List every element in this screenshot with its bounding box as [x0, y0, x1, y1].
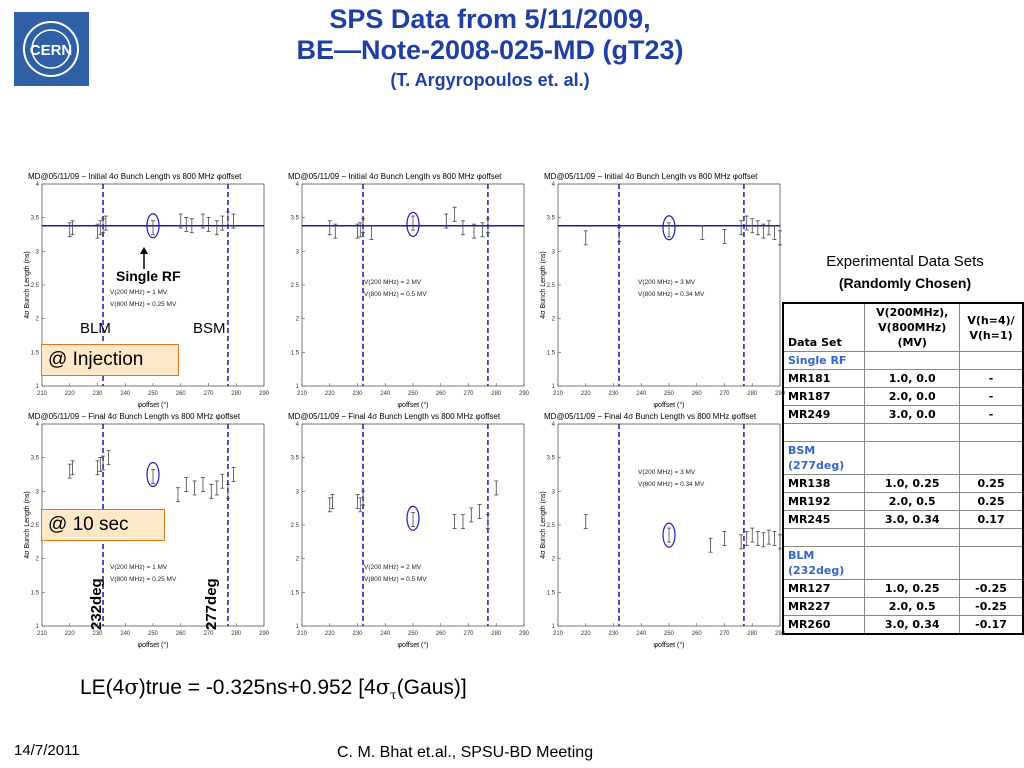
table-cell: 2.0, 0.5 — [865, 598, 960, 616]
legend-text: V(800 MHz) = 0.5 MV — [364, 291, 427, 298]
x-tick-label: 230 — [608, 391, 619, 397]
y-tick-label: 2.5 — [290, 283, 299, 289]
legend-text: V(800 MHz) = 0.25 MV — [110, 301, 177, 308]
table-cell: 0.25 — [960, 493, 1023, 511]
x-axis-label: φoffset (°) — [137, 402, 169, 409]
legend-text: V(200 MHz) = 3 MV — [638, 469, 696, 476]
table-cell: MR245 — [783, 511, 865, 529]
cern-logo — [14, 12, 89, 86]
x-tick-label: 230 — [352, 631, 363, 637]
y-tick-label: 2.5 — [290, 523, 299, 529]
table-cell — [960, 529, 1023, 547]
y-tick-label: 3.5 — [30, 455, 39, 462]
table-cell: 3.0, 0.0 — [865, 406, 960, 424]
table-row — [783, 493, 1023, 511]
y-tick-label: 1.5 — [546, 350, 555, 357]
x-tick-label: 260 — [691, 391, 702, 397]
x-axis-label: φoffset (°) — [397, 402, 429, 409]
table-cell — [960, 547, 1023, 580]
y-tick-label: 3 — [295, 489, 299, 496]
y-tick-label: 3.5 — [290, 455, 299, 462]
y-tick-label: 3 — [35, 489, 39, 496]
x-tick-label: 250 — [663, 391, 675, 397]
experimental-subtitle: (Randomly Chosen) — [838, 275, 972, 291]
x-tick-label: 290 — [518, 631, 530, 637]
y-axis-label: 4σ Bunch Length (ns) — [24, 491, 31, 559]
table-cell: 0.17 — [960, 511, 1023, 529]
x-tick-label: 280 — [491, 631, 502, 637]
x-tick-label: 220 — [64, 391, 75, 397]
x-tick-label: 240 — [380, 631, 391, 637]
x-tick-label: 230 — [92, 631, 103, 637]
x-tick-label: 260 — [175, 391, 186, 397]
x-tick-label: 270 — [719, 631, 730, 637]
x-tick-label: 260 — [691, 631, 702, 637]
table-cell: - — [960, 406, 1023, 424]
y-tick-label: 1.5 — [30, 350, 39, 357]
table-cell: MR227 — [783, 598, 865, 616]
table-cell — [960, 442, 1023, 475]
table-row — [783, 406, 1023, 424]
chart-title: MD@05/11/09 − Initial 4σ Bunch Length vs 800 MHz φoffset — [544, 172, 758, 181]
table-row — [783, 511, 1023, 529]
x-tick-label: 250 — [663, 631, 675, 637]
y-axis-label: 4σ Bunch Length (ns) — [540, 491, 547, 559]
table-cell — [960, 352, 1023, 370]
x-tick-label: 230 — [92, 391, 103, 397]
y-tick-label: 1.5 — [290, 350, 299, 357]
table-row — [783, 475, 1023, 493]
x-tick-label: 260 — [435, 391, 446, 397]
y-tick-label: 1 — [35, 624, 39, 630]
y-tick-label: 4 — [295, 422, 299, 428]
table-section-label: BSM (277deg) — [783, 442, 865, 475]
table-cell: MR127 — [783, 580, 865, 598]
table-cell: -0.25 — [960, 580, 1023, 598]
x-tick-label: 280 — [747, 391, 758, 397]
chart-title: MD@05/11/09 − Initial 4σ Bunch Length vs 800 MHz φoffset — [28, 172, 242, 181]
chart-final-2mv — [282, 408, 530, 649]
table-cell — [865, 424, 960, 442]
table-header-row — [783, 303, 1023, 352]
table-cell — [783, 529, 865, 547]
table-cell: -0.17 — [960, 616, 1023, 635]
table-cell — [865, 352, 960, 370]
table-section-label: BLM (232deg) — [783, 547, 865, 580]
footer-date: 14/7/2011 — [14, 742, 80, 759]
y-axis-label: 4σ Bunch Length (ns) — [540, 251, 547, 319]
title-block — [160, 4, 820, 92]
x-tick-label: 270 — [203, 391, 214, 397]
legend-text: V(800 MHz) = 0.34 MV — [638, 481, 705, 488]
table-cell: MR187 — [783, 388, 865, 406]
table-row — [783, 598, 1023, 616]
y-tick-label: 3 — [295, 249, 299, 256]
table-cell: 1.0, 0.0 — [865, 370, 960, 388]
table-cell: MR181 — [783, 370, 865, 388]
formula-tau: τ — [390, 688, 397, 703]
single-rf-label: Single RF — [116, 268, 181, 284]
y-tick-label: 1.5 — [290, 590, 299, 597]
y-tick-label: 2 — [35, 556, 39, 563]
table-spacer-row — [783, 529, 1023, 547]
chart-title: MD@05/11/09 − Final 4σ Bunch Length vs 800 MHz φoffset — [28, 412, 241, 421]
x-tick-label: 220 — [580, 391, 591, 397]
x-tick-label: 210 — [552, 391, 564, 397]
x-tick-label: 260 — [435, 631, 446, 637]
deg277-label: 277deg — [203, 578, 220, 630]
table-cell: - — [960, 388, 1023, 406]
chart-svg — [538, 408, 786, 649]
x-tick-label: 240 — [380, 391, 391, 397]
chart-initial-3mv — [538, 168, 786, 409]
y-tick-label: 4 — [35, 182, 39, 188]
chart-svg — [282, 168, 530, 409]
x-tick-label: 230 — [608, 631, 619, 637]
x-tick-label: 290 — [518, 391, 530, 397]
chart-title: MD@05/11/09 − Final 4σ Bunch Length vs 800 MHz φoffset — [288, 412, 501, 421]
formula-sigma: σ — [124, 675, 139, 699]
x-tick-label: 240 — [120, 391, 131, 397]
y-tick-label: 3 — [551, 489, 555, 496]
x-tick-label: 270 — [463, 631, 474, 637]
y-tick-label: 2 — [295, 556, 299, 563]
table-cell: 1.0, 0.25 — [865, 580, 960, 598]
y-tick-label: 4 — [295, 182, 299, 188]
cern-logo-text: CERN — [29, 42, 73, 59]
x-tick-label: 220 — [580, 631, 591, 637]
x-tick-label: 240 — [120, 631, 131, 637]
table-cell: MR138 — [783, 475, 865, 493]
x-tick-label: 240 — [636, 631, 647, 637]
y-tick-label: 2.5 — [30, 523, 39, 529]
x-tick-label: 210 — [296, 391, 308, 397]
chart-final-3mv — [538, 408, 786, 649]
single-rf-arrow — [136, 247, 152, 271]
table-row — [783, 616, 1023, 635]
table-section-row — [783, 442, 1023, 475]
y-tick-label: 1.5 — [30, 590, 39, 597]
experimental-table — [782, 302, 1024, 635]
footer-credit: C. M. Bhat et.al., SPSU-BD Meeting — [337, 744, 594, 761]
x-tick-label: 250 — [407, 391, 419, 397]
x-tick-label: 280 — [747, 631, 758, 637]
title-line1: SPS Data from 5/11/2009, — [329, 4, 651, 34]
blm-label: BLM — [80, 320, 111, 337]
x-tick-label: 250 — [147, 391, 159, 397]
x-tick-label: 270 — [463, 391, 474, 397]
legend-text: V(200 MHz) = 2 MV — [364, 279, 422, 286]
y-tick-label: 1 — [551, 384, 555, 390]
y-tick-label: 3.5 — [546, 455, 555, 462]
bsm-label: BSM — [193, 320, 226, 337]
title-line2: BE—Note-2008-025-MD (gT23) — [296, 35, 684, 65]
y-tick-label: 2 — [295, 316, 299, 323]
table-cell: 0.25 — [960, 475, 1023, 493]
formula-lhs: LE(4 — [80, 676, 125, 699]
chart-svg — [282, 408, 530, 649]
x-tick-label: 210 — [36, 391, 48, 397]
table-cell: - — [960, 370, 1023, 388]
x-tick-label: 290 — [774, 391, 786, 397]
y-tick-label: 2.5 — [546, 523, 555, 529]
y-tick-label: 1 — [295, 384, 299, 390]
table-header-cell: V(200MHz), V(800MHz) (MV) — [865, 303, 960, 352]
legend-text: V(800 MHz) = 0.34 MV — [638, 291, 705, 298]
plot-frame — [558, 424, 780, 626]
legend-text: V(200 MHz) = 1 MV — [110, 564, 168, 571]
table-row — [783, 370, 1023, 388]
formula — [80, 675, 467, 702]
table-cell — [865, 442, 960, 475]
table-cell: MR260 — [783, 616, 865, 635]
chart-svg — [538, 168, 786, 409]
deg232-label: 232deg — [88, 578, 105, 630]
x-tick-label: 210 — [552, 631, 564, 637]
table-cell: 3.0, 0.34 — [865, 511, 960, 529]
x-axis-label: φoffset (°) — [397, 642, 429, 649]
table-header-cell: Data Set — [783, 303, 865, 352]
title-authors: (T. Argyropoulos et. al.) — [390, 70, 590, 90]
legend-text: V(200 MHz) = 2 MV — [364, 564, 422, 571]
x-tick-label: 240 — [636, 391, 647, 397]
x-tick-label: 290 — [258, 631, 270, 637]
x-tick-label: 280 — [231, 391, 242, 397]
y-axis-label: 4σ Bunch Length (ns) — [24, 251, 31, 319]
y-tick-label: 4 — [551, 422, 555, 428]
table-cell — [783, 424, 865, 442]
experimental-title: Experimental Data Sets — [826, 253, 984, 270]
x-axis-label: φoffset (°) — [653, 402, 685, 409]
table-cell: MR249 — [783, 406, 865, 424]
y-tick-label: 1 — [35, 384, 39, 390]
table-cell: -0.25 — [960, 598, 1023, 616]
y-tick-label: 2.5 — [30, 283, 39, 289]
y-tick-label: 2 — [551, 556, 555, 563]
table-cell: 3.0, 0.34 — [865, 616, 960, 635]
y-tick-label: 3 — [35, 249, 39, 256]
y-tick-label: 4 — [551, 182, 555, 188]
x-tick-label: 250 — [407, 631, 419, 637]
injection-label: @ Injection — [41, 344, 179, 376]
table-row — [783, 580, 1023, 598]
x-tick-label: 230 — [352, 391, 363, 397]
table-section-label: Single RF — [783, 352, 865, 370]
table-header-cell: V(h=4)/ V(h=1) — [960, 303, 1023, 352]
formula-mid: )true = -0.325ns+0.952 [4 — [138, 676, 376, 699]
y-tick-label: 3.5 — [30, 215, 39, 222]
x-tick-label: 280 — [231, 631, 242, 637]
y-tick-label: 3 — [551, 249, 555, 256]
y-tick-label: 2 — [35, 316, 39, 323]
x-tick-label: 220 — [324, 391, 335, 397]
formula-sigma2: σ — [375, 675, 391, 699]
table-cell — [865, 529, 960, 547]
x-tick-label: 290 — [258, 391, 270, 397]
table-cell — [865, 547, 960, 580]
x-tick-label: 260 — [175, 631, 186, 637]
legend-text: V(800 MHz) = 0.5 MV — [364, 576, 427, 583]
table-section-row — [783, 547, 1023, 580]
y-tick-label: 3.5 — [546, 215, 555, 222]
chart-initial-2mv — [282, 168, 530, 409]
x-axis-label: φoffset (°) — [137, 642, 169, 649]
x-tick-label: 290 — [774, 631, 786, 637]
y-tick-label: 3.5 — [290, 215, 299, 222]
table-spacer-row — [783, 424, 1023, 442]
ten-sec-label: @ 10 sec — [41, 509, 165, 541]
table-cell: MR192 — [783, 493, 865, 511]
x-tick-label: 280 — [491, 391, 502, 397]
y-tick-label: 1 — [295, 624, 299, 630]
y-tick-label: 1 — [551, 624, 555, 630]
x-tick-label: 210 — [296, 631, 308, 637]
x-tick-label: 220 — [324, 631, 335, 637]
table-cell: 2.0, 0.5 — [865, 493, 960, 511]
y-tick-label: 2 — [551, 316, 555, 323]
x-tick-label: 250 — [147, 631, 159, 637]
table-row — [783, 388, 1023, 406]
chart-title: MD@05/11/09 − Final 4σ Bunch Length vs 800 MHz φoffset — [544, 412, 757, 421]
table-cell: 1.0, 0.25 — [865, 475, 960, 493]
legend-text: V(200 MHz) = 1 MV — [110, 289, 168, 296]
x-tick-label: 270 — [203, 631, 214, 637]
y-tick-label: 4 — [35, 422, 39, 428]
x-tick-label: 220 — [64, 631, 75, 637]
table-cell — [960, 424, 1023, 442]
x-tick-label: 210 — [36, 631, 48, 637]
table-section-row — [783, 352, 1023, 370]
y-tick-label: 1.5 — [546, 590, 555, 597]
table-cell: 2.0, 0.0 — [865, 388, 960, 406]
legend-text: V(800 MHz) = 0.25 MV — [110, 576, 177, 583]
legend-text: V(200 MHz) = 3 MV — [638, 279, 696, 286]
x-tick-label: 270 — [719, 391, 730, 397]
chart-title: MD@05/11/09 − Initial 4σ Bunch Length vs 800 MHz φoffset — [288, 172, 502, 181]
x-axis-label: φoffset (°) — [653, 642, 685, 649]
y-tick-label: 2.5 — [546, 283, 555, 289]
formula-rhs: (Gaus)] — [396, 676, 467, 699]
